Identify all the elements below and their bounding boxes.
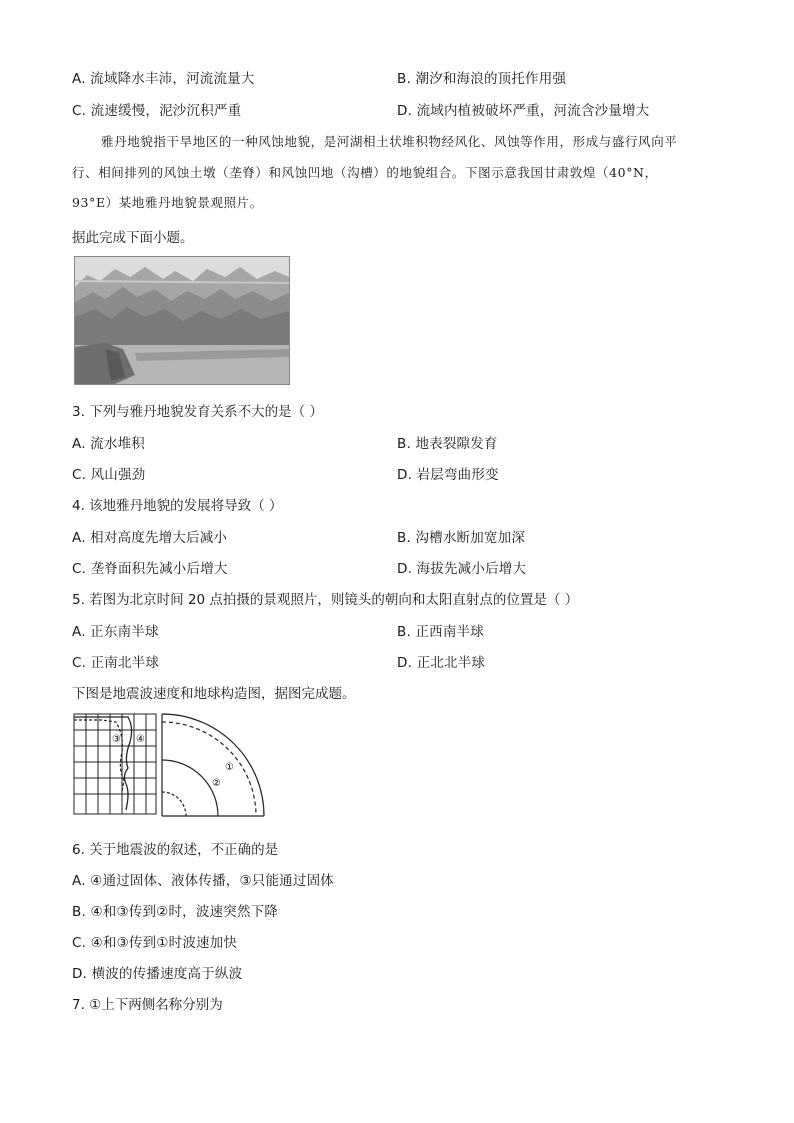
prev-option-c: C. 流速缓慢，泥沙沉积严重: [72, 103, 242, 119]
q6-option-c: C. ④和③传到①时波速加快: [72, 935, 238, 951]
prev-option-a: A. 流域降水丰沛，河流流量大: [72, 71, 255, 87]
q4-option-d: D. 海拔先减小后增大: [397, 561, 527, 577]
q3-option-c: C. 风山强劲: [72, 467, 146, 483]
q5-stem: 5. 若图为北京时间 20 点拍摄的景观照片，则镜头的朝向和太阳直射点的位置是（ ）: [72, 592, 579, 608]
intro-line-3: 93°E）某地雅丹地貌景观照片。: [72, 195, 263, 210]
q6-stem: 6. 关于地震波的叙述，不正确的是: [72, 842, 279, 858]
wave-speed-grid: [74, 714, 156, 814]
prev-option-b: B. 潮汐和海浪的顶托作用强: [397, 71, 567, 87]
wave-curve-4: [74, 717, 132, 810]
q3-option-a: A. 流水堆积: [72, 436, 145, 452]
q5-option-a: A. 正东南半球: [72, 624, 159, 640]
q6-option-a: A. ④通过固体、液体传播，③只能通过固体: [72, 873, 334, 889]
q4-stem: 4. 该地雅丹地貌的发展将导致（ ）: [72, 498, 283, 514]
q5-option-c: C. 正南北半球: [72, 655, 160, 671]
figure-intro: 下图是地震波速度和地球构造图，据图完成题。: [72, 686, 356, 702]
q7-stem: 7. ①上下两侧名称分别为: [72, 997, 223, 1013]
intro-line-1: 雅丹地貌指干旱地区的一种风蚀地貌，是河湖相土状堆积物经风化、风蚀等作用，形成与盛行风向平: [101, 134, 678, 149]
earth-structure: [162, 714, 264, 816]
q4-option-b: B. 沟槽水断加宽加深: [397, 530, 526, 546]
yardang-photo: [74, 256, 290, 385]
q6-option-d: D. 横波的传播速度高于纵波: [72, 966, 243, 982]
q5-option-b: B. 正西南半球: [397, 624, 484, 640]
label-1: ①: [225, 762, 234, 773]
q6-option-b: B. ④和③传到②时，波速突然下降: [72, 904, 279, 920]
label-2: ②: [212, 778, 221, 789]
q4-option-c: C. 垄脊面积先减小后增大: [72, 561, 228, 577]
q3-option-b: B. 地表裂隙发育: [397, 436, 498, 452]
prev-option-d: D. 流域内植被破坏严重，河流含沙量增大: [397, 103, 650, 119]
intro-line-2: 行、相间排列的风蚀土墩（垄脊）和风蚀凹地（沟槽）的地貌组合。下图示意我国甘肃敦煌（40°N，: [72, 165, 658, 180]
q5-option-d: D. 正北北半球: [397, 655, 486, 671]
q3-stem: 3. 下列与雅丹地貌发育关系不大的是（ ）: [72, 404, 323, 420]
label-3: ③: [112, 734, 121, 745]
wave-curve-3: [74, 720, 124, 792]
seismic-figure: [72, 712, 266, 822]
q4-option-a: A. 相对高度先增大后减小: [72, 530, 228, 546]
instruction: 据此完成下面小题。: [72, 230, 194, 246]
label-4: ④: [136, 734, 145, 745]
q3-option-d: D. 岩层弯曲形变: [397, 467, 499, 483]
